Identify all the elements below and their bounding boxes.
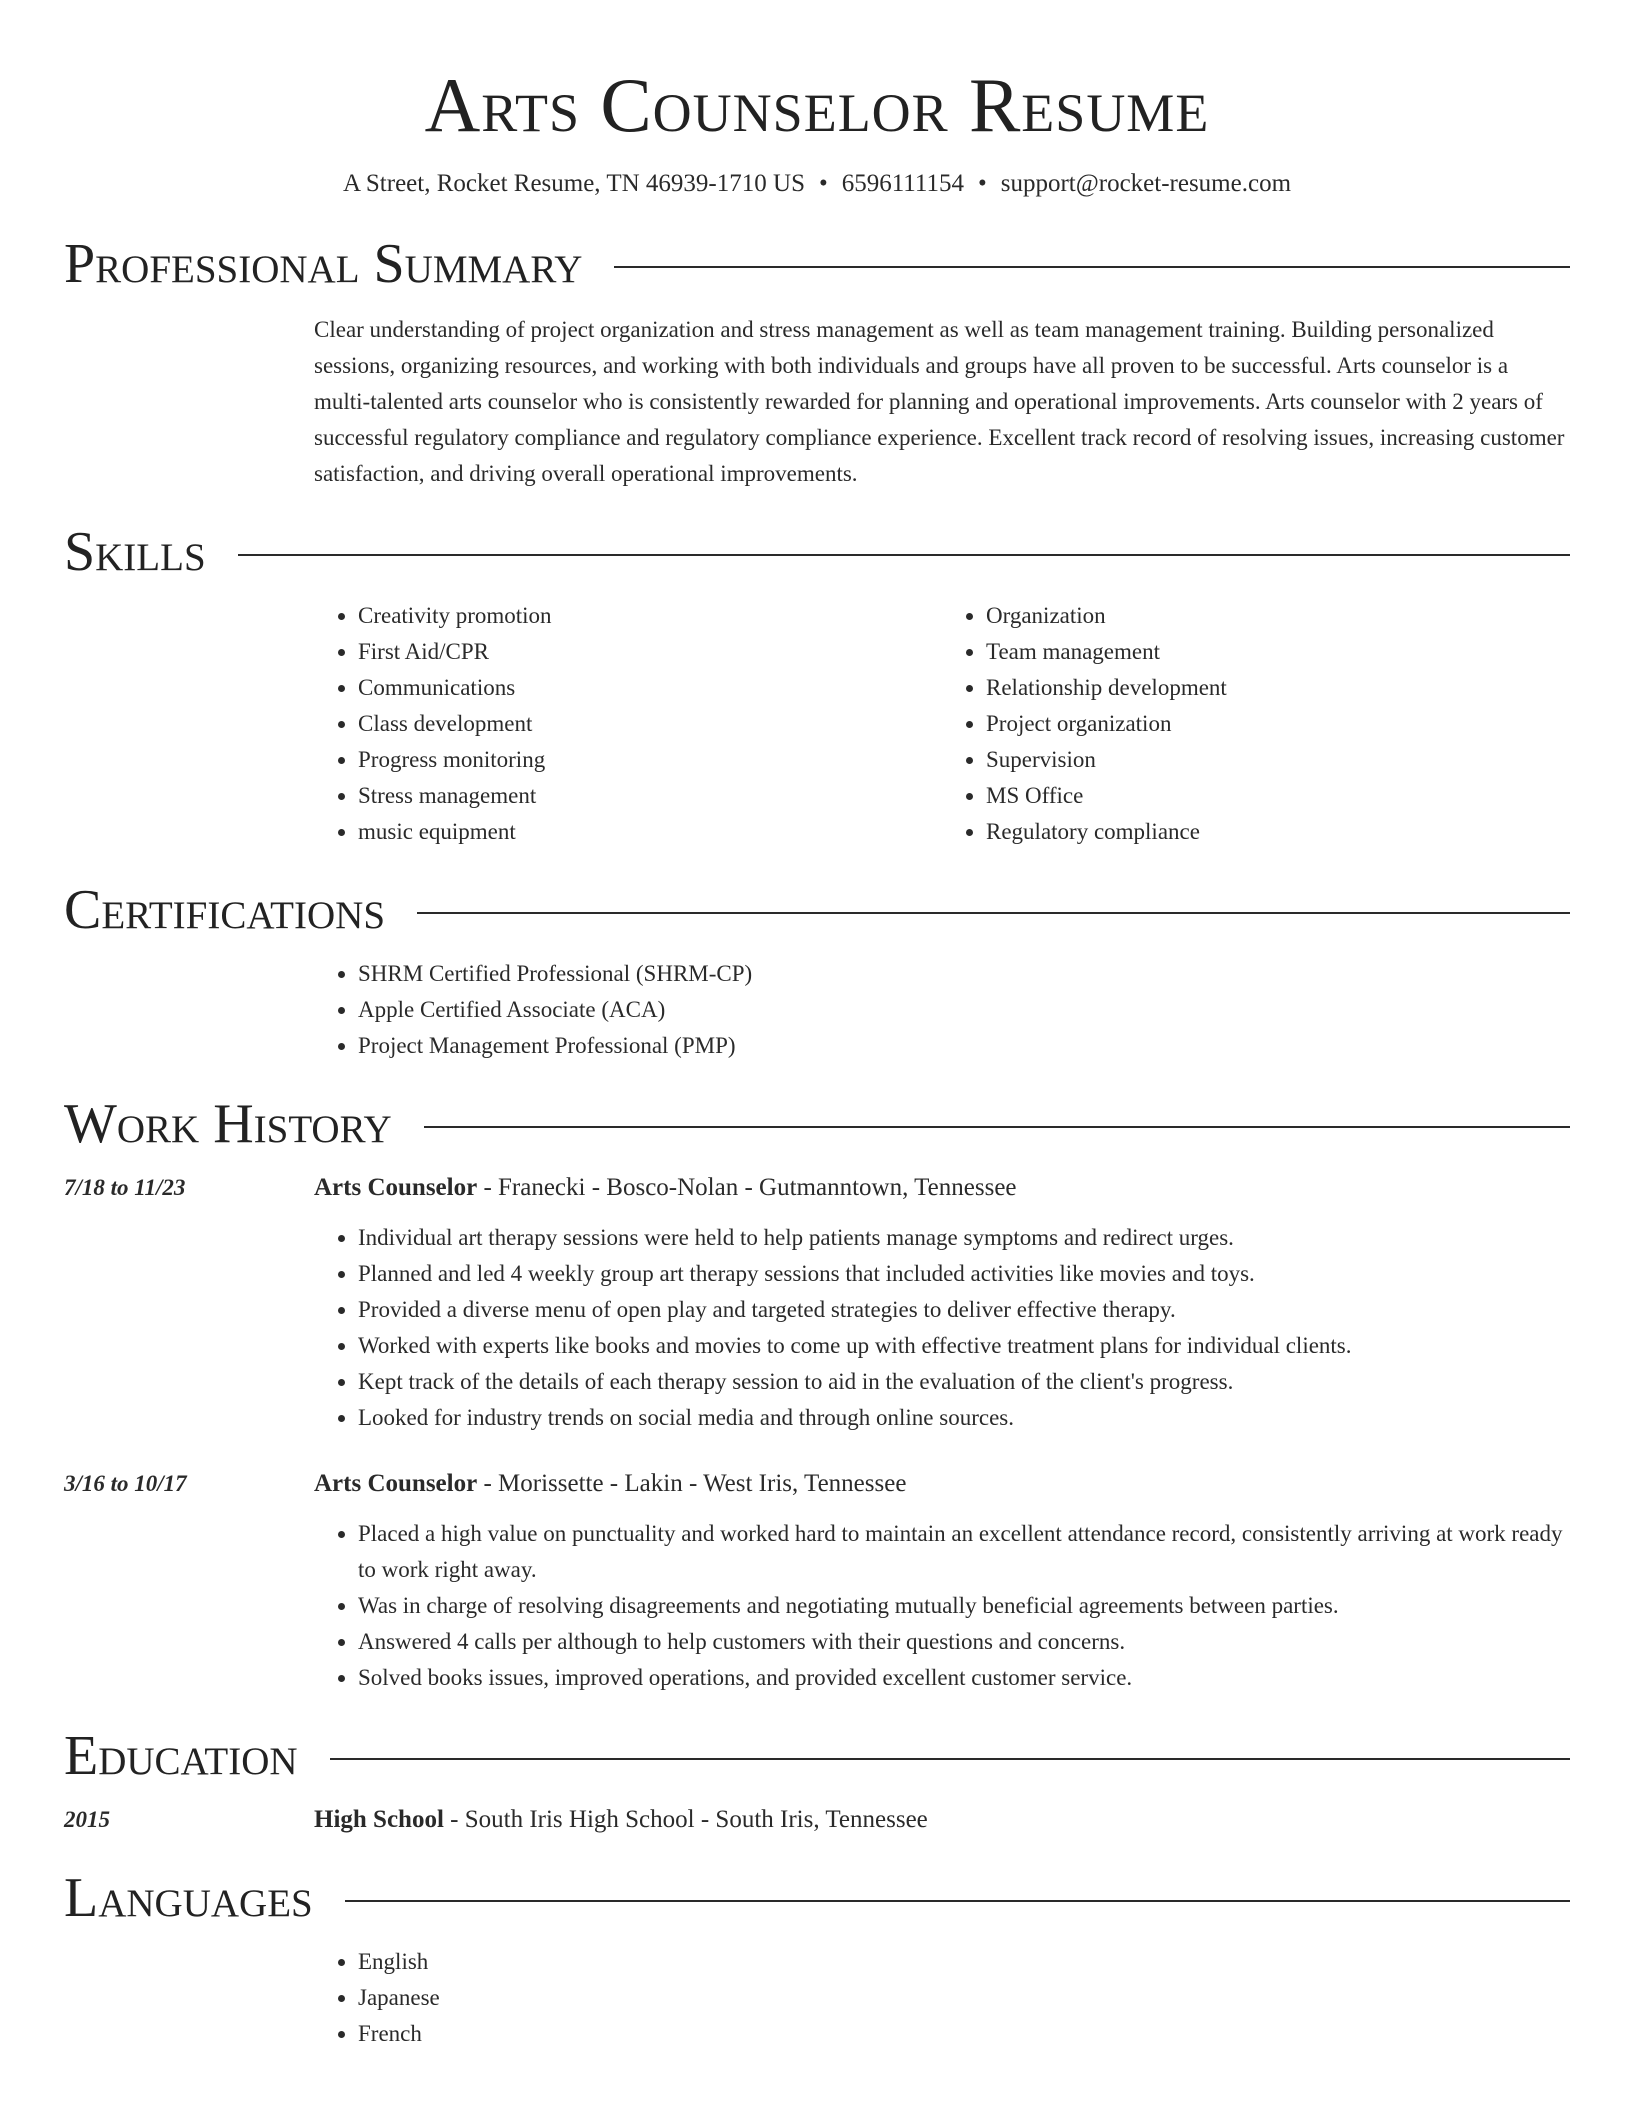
- job-bullet: • Worked with experts like books and movies to come up with effective treatment plans for individual clients.: [358, 1328, 1570, 1364]
- summary-text: Clear understanding of project organization and stress management as well as team management training. Building personalized sessions, organizing resources, and working with both individuals and groups have all proven to be successful. Arts counselor is a multi-talented arts counselor who is consistently rewarded for planning and operational improvements. Arts counselor with 2 years of successful regulatory compliance and regulatory compliance experience. Excellent track record of resolving issues, increasing customer satisfaction, and driving overall operational improvements.: [314, 317, 1565, 486]
- section-certifications: [64, 878, 1570, 942]
- job-title: Arts Counselor: [314, 1470, 478, 1497]
- skill-item: • Creativity promotion: [358, 598, 942, 634]
- job-bullet: • Answered 4 calls per although to help customers with their questions and concerns.: [358, 1624, 1570, 1660]
- skill-item: • MS Office: [986, 778, 1570, 814]
- job-bullet: • Placed a high value on punctuality and worked hard to maintain an excellent attendance record, consistently arriving at work ready to work right away.: [358, 1516, 1570, 1588]
- resume-page: [64, 0, 1570, 2052]
- job-employer: - Morissette - Lakin - West Iris, Tennessee: [477, 1470, 907, 1497]
- education-degree: High School: [314, 1806, 444, 1833]
- job-bullet: • Provided a diverse menu of open play and targeted strategies to deliver effective therapy.: [358, 1292, 1570, 1328]
- section-heading-skills: Skills: [64, 521, 206, 583]
- job-title: Arts Counselor: [314, 1174, 478, 1201]
- skill-item: • Team management: [986, 634, 1570, 670]
- job-bullet: • Kept track of the details of each therapy session to aid in the evaluation of the client's progress.: [358, 1364, 1570, 1400]
- education-year: 2015: [64, 1807, 110, 1832]
- language-item: • French: [358, 2016, 1570, 2052]
- job-bullet: • Was in charge of resolving disagreements and negotiating mutually beneficial agreements between parties.: [358, 1588, 1570, 1624]
- skills-list: [314, 598, 1570, 850]
- job-title-line: [314, 1466, 1570, 1502]
- skill-item: • First Aid/CPR: [358, 634, 942, 670]
- certification-item: • SHRM Certified Professional (SHRM-CP): [358, 956, 1570, 992]
- section-divider: [238, 554, 1570, 556]
- section-divider: [614, 266, 1570, 268]
- certification-item: • Project Management Professional (PMP): [358, 1028, 1570, 1064]
- section-skills: [64, 520, 1570, 584]
- skills-column-left: [314, 598, 942, 850]
- job-employer: - Franecki - Bosco-Nolan - Gutmanntown, Tennessee: [477, 1174, 1017, 1201]
- skill-item: • Relationship development: [986, 670, 1570, 706]
- section-divider: [417, 912, 1570, 914]
- education-line: [314, 1802, 928, 1838]
- skill-item: • Organization: [986, 598, 1570, 634]
- section-heading-summary: Professional Summary: [64, 233, 583, 295]
- resume-title: Arts Counselor Resume: [424, 62, 1210, 148]
- contact-separator: •: [977, 170, 987, 197]
- language-item: • Japanese: [358, 1980, 1570, 2016]
- job-bullet: • Looked for industry trends on social media and through online sources.: [358, 1400, 1570, 1436]
- certifications-list: [314, 956, 1570, 1064]
- job-bullet: • Planned and led 4 weekly group art therapy sessions that included activities like movies and toys.: [358, 1256, 1570, 1292]
- contact-separator: •: [818, 170, 828, 197]
- section-languages: [64, 1866, 1570, 1930]
- education-school: - South Iris High School - South Iris, Tennessee: [443, 1806, 928, 1833]
- skill-item: • Progress monitoring: [358, 742, 942, 778]
- job-dates: 3/16 to 10/17: [64, 1471, 187, 1496]
- contact-address: A Street, Rocket Resume, TN 46939-1710 US: [342, 170, 805, 197]
- section-heading-work-history: Work History: [64, 1093, 392, 1155]
- contact-line: [64, 168, 1570, 200]
- skill-item: • Supervision: [986, 742, 1570, 778]
- job-title-line: [314, 1170, 1570, 1206]
- skill-item: • music equipment: [358, 814, 942, 850]
- section-heading-certifications: Certifications: [64, 879, 386, 941]
- section-divider: [424, 1126, 1570, 1128]
- skill-item: • Project organization: [986, 706, 1570, 742]
- language-item: • English: [358, 1944, 1570, 1980]
- contact-email: support@rocket-resume.com: [1000, 170, 1292, 197]
- languages-list: [314, 1944, 1570, 2052]
- skill-item: • Communications: [358, 670, 942, 706]
- section-work-history: [64, 1092, 1570, 1156]
- job-bullets: [314, 1220, 1570, 1436]
- job-bullets: [314, 1516, 1570, 1696]
- certification-item: • Apple Certified Associate (ACA): [358, 992, 1570, 1028]
- job-dates: 7/18 to 11/23: [64, 1175, 186, 1200]
- section-heading-languages: Languages: [64, 1867, 313, 1929]
- section-divider: [345, 1900, 1570, 1902]
- job-bullet: • Solved books issues, improved operations, and provided excellent customer service.: [358, 1660, 1570, 1696]
- section-professional-summary: [64, 232, 1570, 296]
- section-education: [64, 1724, 1570, 1788]
- job-bullet: • Individual art therapy sessions were held to help patients manage symptoms and redirect urges.: [358, 1220, 1570, 1256]
- section-divider: [330, 1758, 1570, 1760]
- skill-item: • Stress management: [358, 778, 942, 814]
- skill-item: • Class development: [358, 706, 942, 742]
- education-entry: [64, 1802, 1570, 1838]
- job-entry: [64, 1170, 1570, 1436]
- job-entry: [64, 1466, 1570, 1696]
- skills-column-right: [942, 598, 1570, 850]
- section-heading-education: Education: [64, 1725, 298, 1787]
- contact-phone: 6596111154: [841, 170, 964, 197]
- skill-item: • Regulatory compliance: [986, 814, 1570, 850]
